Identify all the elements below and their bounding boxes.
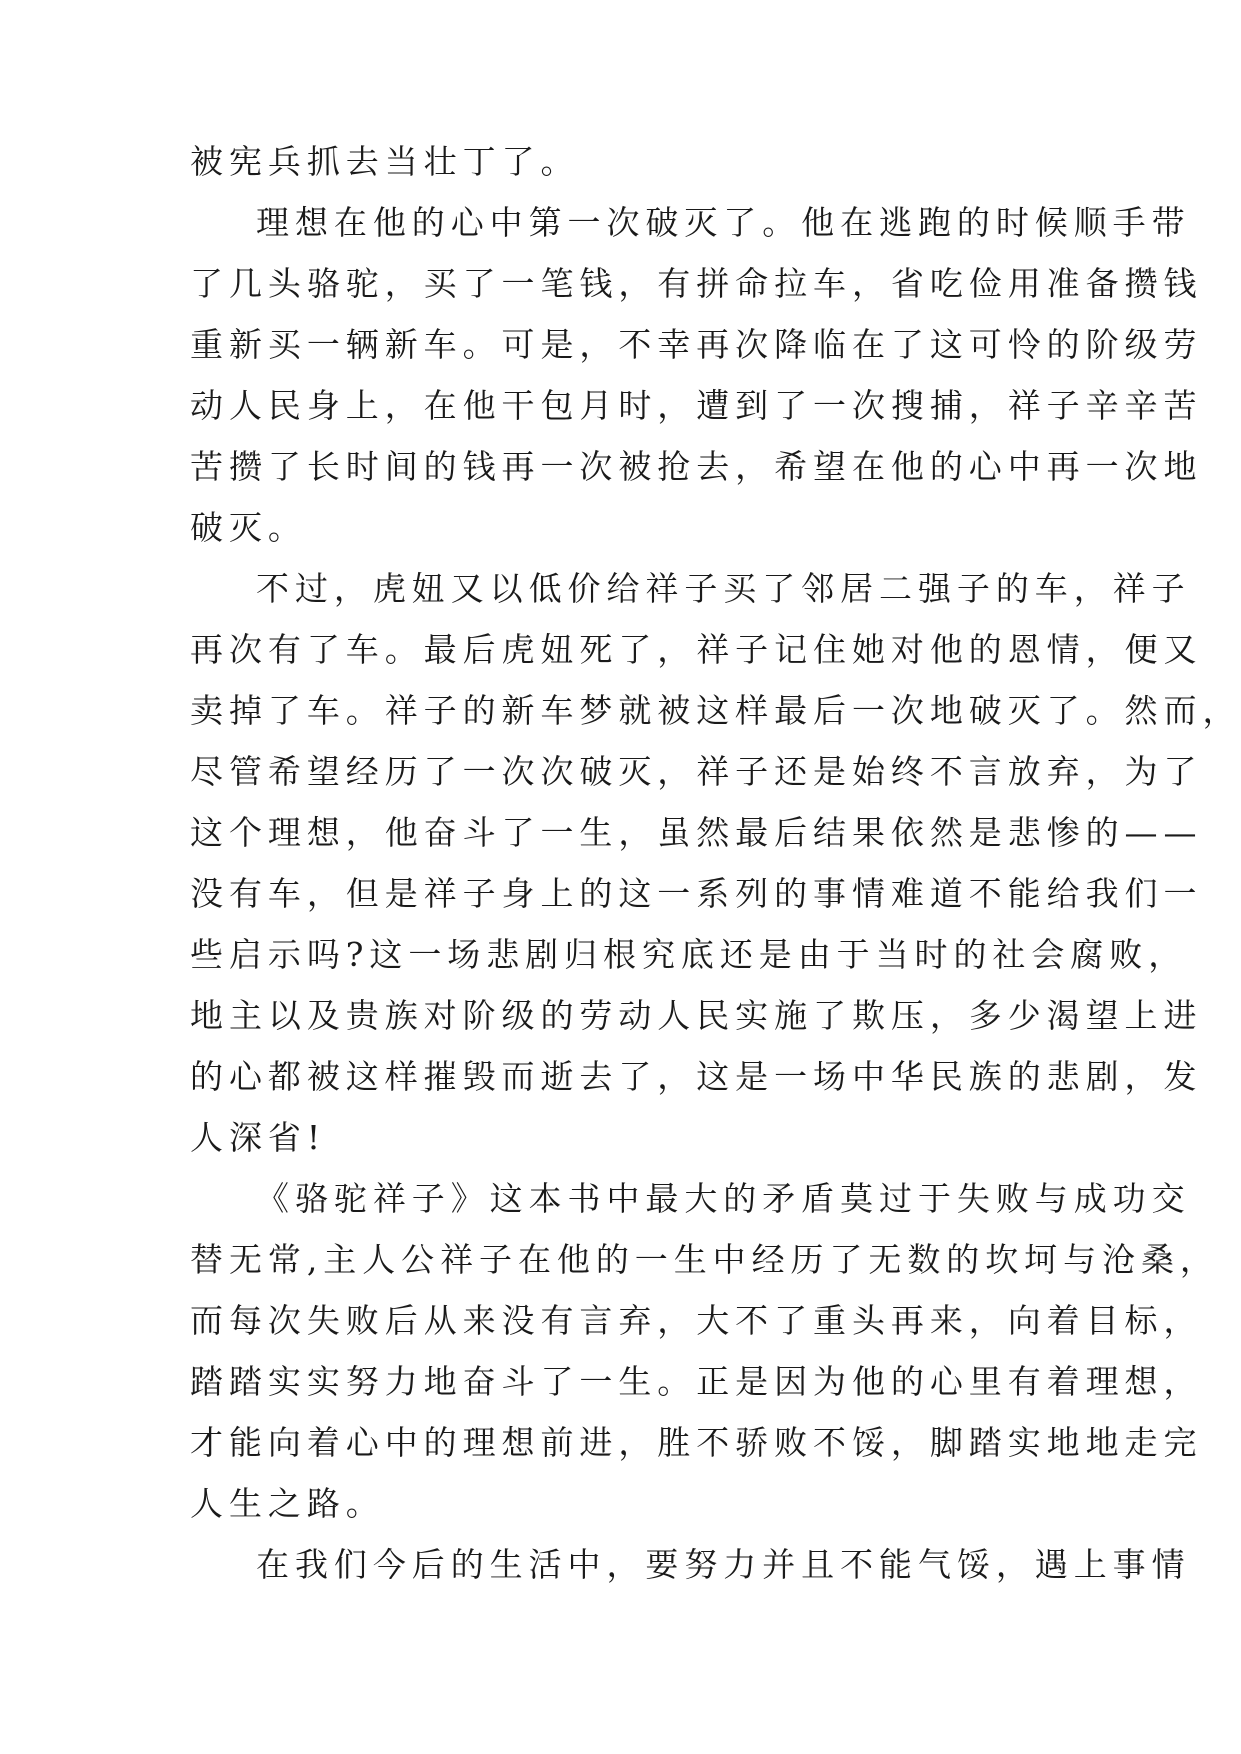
text-line: 这个理想，他奋斗了一生，虽然最后结果依然是悲惨的—— (190, 813, 1203, 852)
text-line: 尽管希望经历了一次次破灭，祥子还是始终不言放弃，为了 (190, 752, 1203, 791)
text-line: 没有车，但是祥子身上的这一系列的事情难道不能给我们一 (190, 874, 1203, 913)
text-line: 在我们今后的生活中，要努力并且不能气馁，遇上事情 (256, 1545, 1191, 1584)
text-line: 破灭。 (190, 508, 307, 547)
text-line: 人生之路。 (190, 1484, 385, 1523)
text-line: 《骆驼祥子》这本书中最大的矛盾莫过于失败与成功交 (256, 1179, 1191, 1218)
text-line: 替无常,主人公祥子在他的一生中经历了无数的坎坷与沧桑， (190, 1240, 1219, 1279)
text-line: 不过，虎妞又以低价给祥子买了邻居二强子的车，祥子 (256, 569, 1191, 608)
text-line: 再次有了车。最后虎妞死了，祥子记住她对他的恩情，便又 (190, 630, 1203, 669)
text-line: 人深省! (190, 1118, 327, 1157)
text-line: 踏踏实实努力地奋斗了一生。正是因为他的心里有着理想， (190, 1362, 1203, 1401)
text-line: 地主以及贵族对阶级的劳动人民实施了欺压，多少渴望上进 (190, 996, 1203, 1035)
text-line: 而每次失败后从来没有言弃，大不了重头再来，向着目标， (190, 1301, 1203, 1340)
text-line: 动人民身上，在他干包月时，遭到了一次搜捕，祥子辛辛苦 (190, 386, 1203, 425)
text-line: 些启示吗?这一场悲剧归根究底还是由于当时的社会腐败， (190, 935, 1188, 974)
text-line: 的心都被这样摧毁而逝去了，这是一场中华民族的悲剧，发 (190, 1057, 1203, 1096)
text-line: 才能向着心中的理想前进，胜不骄败不馁，脚踏实地地走完 (190, 1423, 1203, 1462)
text-line: 卖掉了车。祥子的新车梦就被这样最后一次地破灭了。然而， (190, 691, 1241, 730)
text-line: 苦攒了长时间的钱再一次被抢去，希望在他的心中再一次地 (190, 447, 1203, 486)
text-line: 重新买一辆新车。可是，不幸再次降临在了这可怜的阶级劳 (190, 325, 1203, 364)
text-line: 被宪兵抓去当壮丁了。 (190, 142, 580, 181)
text-line: 理想在他的心中第一次破灭了。他在逃跑的时候顺手带 (256, 203, 1191, 242)
text-line: 了几头骆驼，买了一笔钱，有拼命拉车，省吃俭用准备攒钱 (190, 264, 1203, 303)
